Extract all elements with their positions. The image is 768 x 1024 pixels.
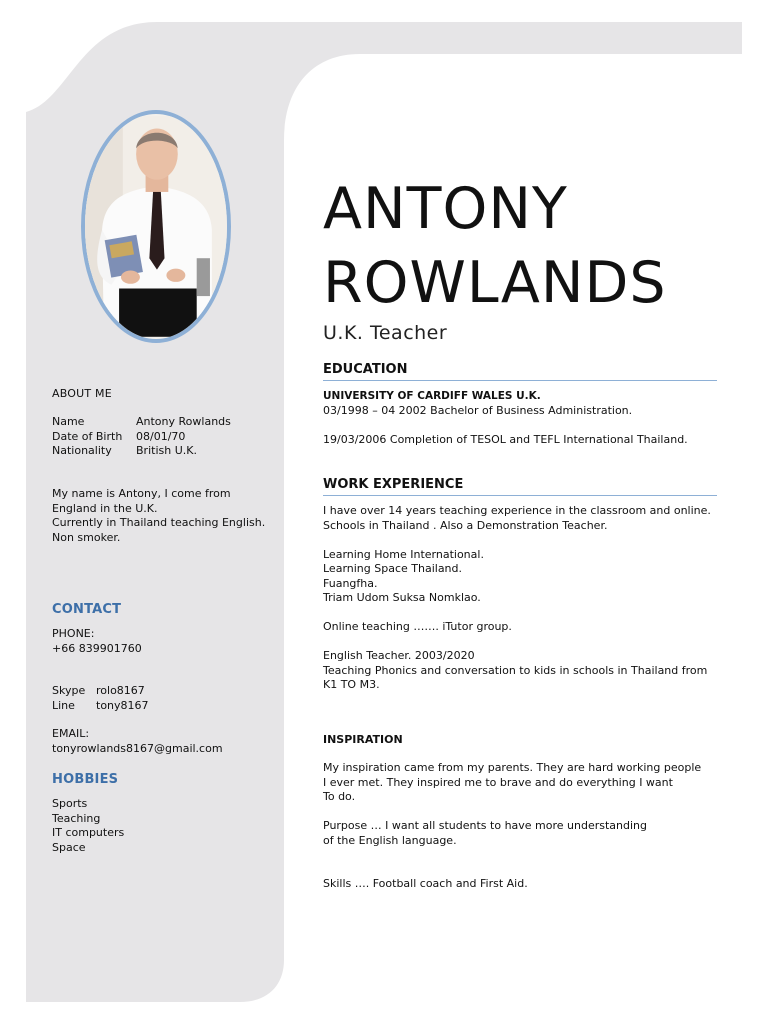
email-value: tonyrowlands8167@gmail.com (52, 741, 223, 755)
full-name (323, 172, 667, 320)
skype-value: rolo8167 (96, 684, 145, 697)
info-value: Antony Rowlands (136, 415, 231, 428)
job-title: U.K. Teacher (323, 322, 448, 344)
work-line: English Teacher. 2003/2020 (323, 649, 475, 662)
work-line: Triam Udom Suksa Nomklao. (323, 591, 481, 604)
info-value: 08/01/70 (136, 429, 186, 443)
contact-email (52, 727, 223, 756)
work-line: I have over 14 years teaching experience in the classroom and online. (323, 504, 711, 517)
hobbies-heading: HOBBIES (52, 772, 119, 787)
inspiration-line: I ever met. They inspired me to brave and do everything I want (323, 775, 673, 789)
work-line: Online teaching ……. iTutor group. (323, 620, 512, 633)
contact-messaging (52, 684, 149, 713)
work-line (323, 635, 723, 650)
hobby-item: Space (52, 840, 86, 854)
inspiration-line (323, 848, 723, 863)
work-line: Learning Space Thailand. (323, 562, 463, 575)
hobby-item: Teaching (52, 811, 101, 825)
line-row (52, 699, 149, 714)
work-line (323, 533, 723, 548)
work-line: Schools in Thailand . Also a Demonstration Teacher. (323, 518, 608, 532)
inspiration-heading: INSPIRATION (323, 733, 403, 746)
info-row-name (52, 415, 231, 430)
name-line: ANTONY (323, 176, 568, 242)
inspiration-line: of the English language. (323, 833, 457, 847)
info-label: Name (52, 415, 85, 428)
info-row-dob (52, 430, 231, 445)
skype-row (52, 684, 149, 699)
info-row-nationality (52, 444, 231, 459)
line-value: tony8167 (96, 698, 149, 712)
name-line: ROWLANDS (323, 250, 667, 316)
hobby-item: Sports (52, 797, 88, 810)
phone-value: +66 839901760 (52, 641, 142, 655)
line-label: Line (52, 698, 75, 712)
inspiration-line: Skills …. Football coach and First Aid. (323, 877, 528, 890)
inspiration-line: Purpose … I want all students to have more understanding (323, 819, 648, 832)
info-value: British U.K. (136, 444, 197, 457)
work-experience-heading: WORK EXPERIENCE (323, 477, 717, 496)
phone-label: PHONE: (52, 627, 95, 640)
info-label: Date of Birth (52, 429, 123, 443)
education-body (323, 389, 723, 447)
about-line: England in the U.K. (52, 501, 158, 515)
about-line: Non smoker. (52, 530, 121, 544)
inspiration-line: My inspiration came from my parents. They are hard working people (323, 761, 702, 774)
education-heading: EDUCATION (323, 362, 717, 381)
education-line: 19/03/2006 Completion of TESOL and TEFL International Thailand. (323, 432, 688, 446)
hobby-item: IT computers (52, 826, 125, 839)
university-name: UNIVERSITY OF CARDIFF WALES U.K. (323, 390, 541, 402)
about-description (52, 487, 282, 545)
about-me-heading: ABOUT ME (52, 387, 112, 400)
inspiration-line (323, 805, 723, 820)
work-line: K1 TO M3. (323, 678, 380, 691)
work-experience-body (323, 504, 723, 693)
inspiration-line (323, 863, 723, 878)
contact-heading: CONTACT (52, 602, 122, 617)
skype-label: Skype (52, 684, 86, 697)
about-line: Currently in Thailand teaching English. (52, 516, 266, 529)
contact-phone (52, 627, 142, 656)
inspiration-body (323, 761, 723, 892)
work-line: Fuangfha. (323, 576, 378, 590)
profile-photo (81, 110, 231, 343)
hobbies-list (52, 797, 124, 855)
education-line: 03/1998 – 04 2002 Bachelor of Business Administration. (323, 403, 633, 417)
personal-info (52, 415, 231, 459)
info-label: Nationality (52, 444, 112, 457)
work-line: Teaching Phonics and conversation to kids in schools in Thailand from (323, 663, 708, 677)
about-line: My name is Antony, I come from (52, 487, 231, 500)
inspiration-line: To do. (323, 790, 356, 803)
work-line (323, 606, 723, 621)
email-label: EMAIL: (52, 727, 90, 740)
work-line: Learning Home International. (323, 547, 484, 561)
